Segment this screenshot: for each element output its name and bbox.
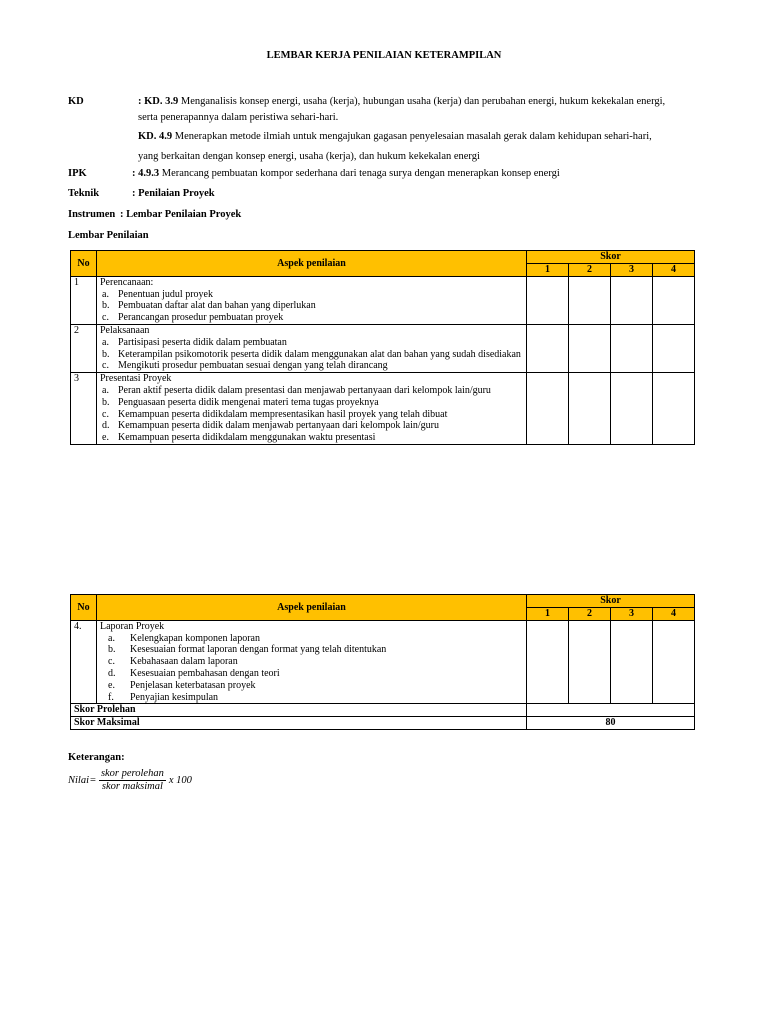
score-cell[interactable] (653, 373, 695, 445)
kd-3-9-text: Menganalisis konsep energi, usaha (kerja), hubungan usaha (kerja) dan perubahan energi, hukum kekekalan energi, (178, 96, 666, 107)
teknik-value: : Penilaian Proyek (132, 188, 215, 199)
list-item (100, 385, 523, 397)
item-text: Kelengkapan komponen laporan (130, 632, 260, 644)
aspect-heading: Perencanaan: (100, 276, 154, 288)
instrumen-value: : Lembar Penilaian Proyek (120, 209, 242, 220)
list-item (100, 680, 523, 692)
score-cell[interactable] (653, 620, 695, 704)
item-marker: a. (102, 336, 109, 348)
item-text: Kemampuan peserta didikdalam menggunakan waktu presentasi (118, 432, 376, 444)
score-cell[interactable] (569, 620, 611, 704)
header-skor: Skor (527, 595, 695, 608)
item-text: Kemampuan peserta didik dalam menjawab pertanyaan dari kelompok lain/guru (118, 420, 440, 432)
aspect-items (100, 289, 523, 324)
row-number: 1 (71, 276, 97, 324)
list-item (100, 668, 523, 680)
aspect-heading: Laporan Proyek (100, 620, 165, 632)
item-text: Pembuatan daftar alat dan bahan yang diperlukan (118, 300, 316, 312)
header-aspek: Aspek penilaian (97, 595, 527, 621)
item-marker: e. (102, 432, 109, 444)
row-number: 3 (71, 373, 97, 445)
kd-4-9-text: Menerapkan metode ilmiah untuk mengajukan gagasan penyelesaian masalah gerak dalam kehidupan sehari-hari, (172, 131, 652, 142)
score-cell[interactable] (611, 373, 653, 445)
list-item (100, 432, 523, 444)
list-item (100, 633, 523, 645)
skor-maksimal-label: Skor Maksimal (71, 717, 527, 730)
table-row (71, 373, 695, 445)
skor-perolehan-value[interactable] (527, 704, 695, 717)
kd-3-9-code: : KD. 3.9 (138, 96, 179, 107)
row-number: 2 (71, 324, 97, 372)
item-marker: b. (102, 348, 110, 360)
ipk-code: : 4.9.3 (132, 168, 160, 179)
kd-label: KD (68, 96, 84, 107)
item-marker: b. (102, 396, 110, 408)
header-aspek: Aspek penilaian (97, 251, 527, 277)
item-marker: c. (108, 656, 115, 668)
item-text: Kesesuaian format laporan dengan format yang telah ditentukan (130, 644, 387, 656)
header-skor-1: 1 (527, 264, 569, 277)
header-skor-4: 4 (653, 264, 695, 277)
list-item (100, 420, 523, 432)
score-cell[interactable] (611, 276, 653, 324)
list-item (100, 397, 523, 409)
score-cell[interactable] (527, 276, 569, 324)
header-skor-2: 2 (569, 264, 611, 277)
header-skor-4: 4 (653, 608, 695, 621)
item-marker: a. (102, 288, 109, 300)
formula-lhs: Nilai (68, 775, 90, 786)
skor-perolehan-row (71, 704, 695, 717)
aspect-cell (97, 324, 527, 372)
kd-4-9-continuation: yang berkaitan dengan konsep energi, usaha (kerja), dan hukum kekekalan energi (138, 151, 480, 162)
list-item (100, 349, 523, 361)
item-marker: e. (108, 679, 115, 691)
header-skor-3: 3 (611, 608, 653, 621)
item-marker: f. (108, 691, 114, 703)
item-marker: d. (108, 667, 116, 679)
list-item (100, 300, 523, 312)
header-no: No (71, 251, 97, 277)
skor-perolehan-label: Skor Prolehan (71, 704, 527, 717)
score-cell[interactable] (611, 324, 653, 372)
assessment-table-1 (70, 250, 695, 445)
document-title: LEMBAR KERJA PENILAIAN KETERAMPILAN (266, 50, 502, 61)
row-number: 4. (71, 620, 97, 704)
list-item (100, 692, 523, 704)
item-text: Peran aktif peserta didik dalam presentasi dan menjawab pertanyaan dari kelompok lain/guru (118, 384, 491, 396)
aspect-cell (97, 276, 527, 324)
kd-3-9-continuation: serta penerapannya dalam peristiwa sehari-hari. (138, 112, 339, 123)
item-marker: c. (102, 408, 109, 420)
teknik-label: Teknik (68, 188, 100, 199)
item-text: Perancangan prosedur pembuatan proyek (118, 312, 284, 324)
item-text: Penentuan judul proyek (118, 288, 213, 300)
item-marker: a. (102, 384, 109, 396)
list-item (100, 312, 523, 324)
score-cell[interactable] (653, 276, 695, 324)
skor-maksimal-row (71, 717, 695, 730)
aspect-cell (97, 620, 527, 704)
score-cell[interactable] (653, 324, 695, 372)
item-marker: b. (108, 644, 116, 656)
item-text: Mengikuti prosedur pembuatan sesuai dengan yang telah dirancang (118, 360, 388, 372)
formula-equals: = (90, 775, 96, 786)
lembar-penilaian-label: Lembar Penilaian (68, 230, 149, 241)
list-item (100, 337, 523, 349)
list-item (100, 409, 523, 421)
score-cell[interactable] (569, 276, 611, 324)
item-text: Penyajian kesimpulan (130, 691, 219, 703)
aspect-items (100, 337, 523, 372)
header-skor-2: 2 (569, 608, 611, 621)
item-text: Keterampilan psikomotorik peserta didik dalam menggunakan alat dan bahan yang sudah disediakan (118, 348, 521, 360)
score-cell[interactable] (527, 373, 569, 445)
score-formula (68, 768, 192, 793)
list-item (100, 360, 523, 372)
ipk-label: IPK (68, 168, 87, 179)
header-skor: Skor (527, 251, 695, 264)
item-text: Kebahasaan dalam laporan (130, 656, 238, 668)
list-item (100, 644, 523, 656)
keterangan-label: Keterangan: (68, 752, 125, 763)
score-cell[interactable] (527, 324, 569, 372)
item-text: Partisipasi peserta didik dalam pembuatan (118, 336, 287, 348)
header-skor-1: 1 (527, 608, 569, 621)
aspect-items (100, 633, 523, 704)
formula-numerator: skor perolehan (100, 768, 164, 779)
score-cell[interactable] (569, 373, 611, 445)
formula-denominator: skor maksimal (101, 781, 163, 792)
item-marker: d. (102, 420, 110, 432)
item-marker: b. (102, 300, 110, 312)
header-no: No (71, 595, 97, 621)
assessment-table-2 (70, 594, 695, 730)
item-text: Penguasaan peserta didik mengenai materi tema tugas proyeknya (118, 396, 379, 408)
aspect-heading: Presentasi Proyek (100, 373, 172, 385)
aspect-items (100, 385, 523, 444)
kd-4-9-code: KD. 4.9 (138, 131, 173, 142)
list-item (100, 656, 523, 668)
score-cell[interactable] (527, 620, 569, 704)
score-cell[interactable] (569, 324, 611, 372)
formula-multiplier: x 100 (168, 775, 192, 786)
instrumen-label: Instrumen (68, 209, 116, 220)
table-row (71, 276, 695, 324)
aspect-heading: Pelaksanaan (100, 324, 150, 336)
item-marker: c. (102, 312, 109, 324)
skor-maksimal-value: 80 (527, 717, 695, 730)
formula-fraction (99, 768, 166, 793)
item-marker: a. (108, 632, 115, 644)
item-text: Kemampuan peserta didikdalam mempresentasikan hasil proyek yang telah dibuat (118, 408, 448, 420)
table-row (71, 620, 695, 704)
list-item (100, 289, 523, 301)
ipk-text: Merancang pembuatan kompor sederhana dari tenaga surya dengan menerapkan konsep energi (159, 168, 560, 179)
table-row (71, 324, 695, 372)
aspect-cell (97, 373, 527, 445)
header-skor-3: 3 (611, 264, 653, 277)
item-text: Penjelasan keterbatasan proyek (130, 679, 256, 691)
item-text: Kesesuaian pembahasan dengan teori (130, 667, 280, 679)
item-marker: c. (102, 360, 109, 372)
score-cell[interactable] (611, 620, 653, 704)
